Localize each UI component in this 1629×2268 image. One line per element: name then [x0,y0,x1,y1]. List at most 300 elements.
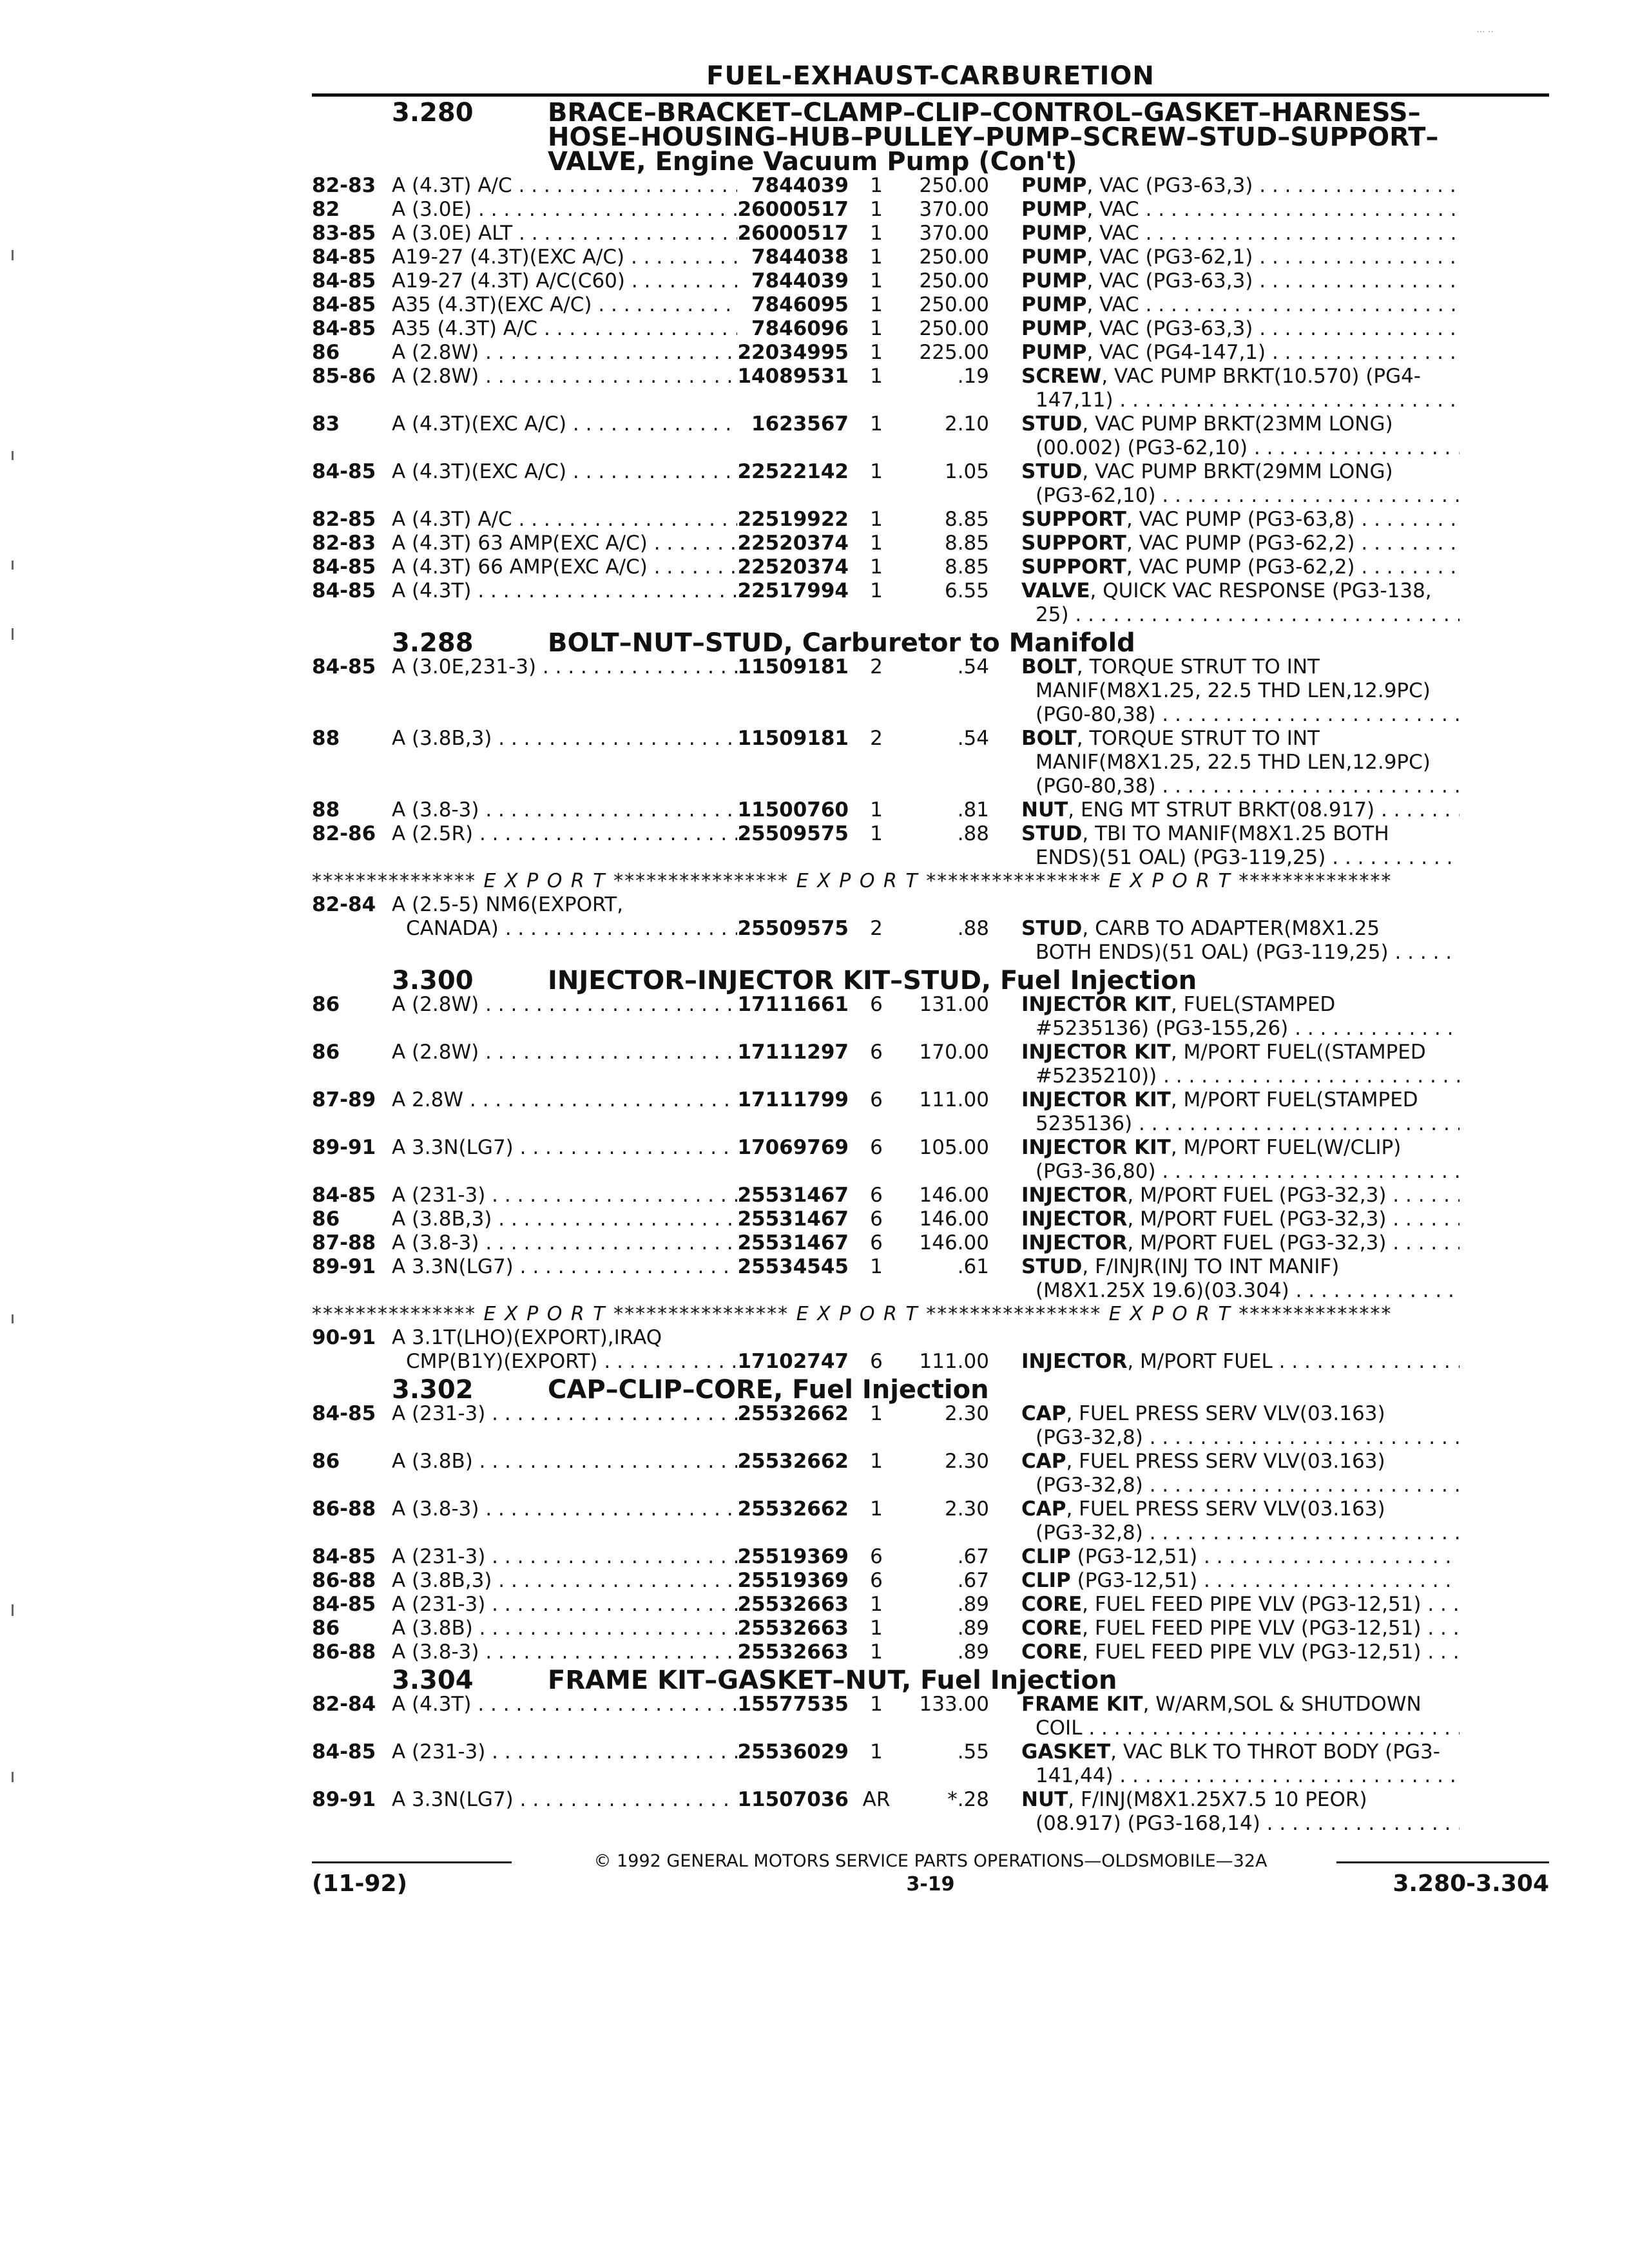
part-number: 26000517 [737,198,849,221]
quantity: 1 [870,222,883,245]
application-line: A (3.8-3) . . . [392,1231,737,1255]
table-row [312,412,1549,460]
description-cell [989,1350,1460,1374]
section-number: 3.302 [392,1375,474,1405]
application-cell [392,222,737,245]
export-divider: *************** E X P O R T **************** E X P O R T **************** E X P O R T ************** [312,871,1393,892]
quantity: 1 [870,341,883,364]
part-number: 25509575 [737,822,849,845]
description-cell [989,1041,1460,1088]
part-number: 26000517 [737,222,849,245]
description-cell [989,1788,1460,1836]
scan-mark [12,1314,14,1323]
description-line: NUT, ENG MT STRUT BRKT(08.917) . . . [1021,798,1460,822]
section-title-line: CAP–CLIP–CORE, Fuel Injection [548,1375,989,1405]
price: .88 [957,917,989,940]
description-cell [989,917,1460,965]
section-title-line: HOSE–HOUSING–HUB–PULLEY–PUMP–SCREW–STUD–SUPPORT– [548,122,1439,152]
part-number: 22520374 [737,555,849,579]
model-years: 82 [312,198,340,221]
footer-copyright [312,1851,1549,1871]
part-number: 25519369 [737,1545,849,1568]
price: .54 [957,727,989,750]
description-cell [989,993,1460,1041]
quantity: 6 [870,1207,883,1231]
numbers-cell [737,1231,1460,1255]
price: 2.10 [944,412,989,436]
part-number: 25532662 [737,1497,849,1521]
table-row [312,365,1549,412]
model-years: 84-85 [312,1740,376,1763]
quantity: 2 [870,655,883,678]
application-line: A (3.8-3) . . . [392,798,737,822]
description-line: STUD, F/INJR(INJ TO INT MANIF) [1021,1255,1340,1278]
application-cell [392,1402,737,1426]
quantity: 6 [870,1088,883,1111]
numbers-cell [737,1617,1460,1640]
part-number: 7846095 [751,293,849,316]
description-line: #5235210)) . . . [1021,1064,1460,1088]
description-line: STUD, CARB TO ADAPTER(M8X1.25 [1021,917,1380,940]
table-row [312,532,1549,555]
part-number: 17111297 [737,1041,849,1064]
table-row [312,1041,1549,1088]
numbers-cell [737,1255,1460,1303]
description-cell [989,1617,1460,1640]
model-years: 89-91 [312,1788,376,1811]
numbers-cell [737,655,1460,727]
model-years: 84-85 [312,245,376,269]
section-number: 3.304 [392,1666,474,1695]
price: .55 [957,1740,989,1763]
description-line: VALVE, QUICK VAC RESPONSE (PG3-138, [1021,579,1432,602]
table-row [312,993,1549,1041]
application-line: A (3.8B) . . . [392,1450,737,1474]
description-cell [989,555,1460,579]
price: 146.00 [919,1184,989,1207]
application-line: A (231-3) . . . [392,1184,737,1207]
numbers-cell [737,508,1460,532]
price: .61 [957,1255,989,1278]
description-cell [989,198,1460,222]
price: 111.00 [919,1350,989,1373]
numbers-cell [737,532,1460,555]
description-line: SUPPORT, VAC PUMP (PG3-62,2) . . . [1021,532,1460,555]
application-line: A (2.8W) . . . [392,1041,737,1064]
description-cell [989,822,1460,870]
price: .89 [957,1593,989,1616]
application-line: A (231-3) . . . [392,1740,737,1764]
section-number: 3.288 [392,628,474,658]
application-cell [392,341,737,365]
scan-mark [12,628,14,640]
table-row [312,293,1549,317]
application-cell [392,1041,737,1064]
price: 370.00 [919,198,989,221]
description-line: SUPPORT, VAC PUMP (PG3-62,2) . . . [1021,555,1460,579]
application-cell [392,532,737,555]
model-years: 84-85 [312,655,376,678]
application-cell [392,1326,737,1374]
application-cell [392,1569,737,1593]
page-footer [312,1851,1549,1909]
model-years: 82-83 [312,532,376,555]
application-cell [392,727,737,751]
application-cell [392,1497,737,1521]
description-line: FRAME KIT, W/ARM,SOL & SHUTDOWN [1021,1693,1422,1716]
section-title-line: BRACE–BRACKET–CLAMP–CLIP–CONTROL–GASKET–HARNESS– [548,98,1421,128]
description-line: CLIP (PG3-12,51) . . . [1021,1569,1460,1593]
numbers-cell [737,1693,1460,1740]
section-title-line: BOLT–NUT–STUD, Carburetor to Manifold [548,628,1135,658]
table-row [312,508,1549,532]
quantity: 1 [870,579,883,602]
application-cell [392,1136,737,1160]
price: 2.30 [944,1450,989,1473]
description-line: PUMP, VAC (PG3-62,1) . . . [1021,245,1460,269]
description-line: INJECTOR, M/PORT FUEL (PG3-32,3) . . . [1021,1207,1460,1231]
part-number: 17102747 [737,1350,849,1373]
description-cell [989,798,1460,822]
model-years: 82-85 [312,508,376,531]
table-row [312,655,1549,727]
price: 370.00 [919,222,989,245]
model-years: 84-85 [312,1545,376,1568]
section-title-line: FRAME KIT–GASKET–NUT, Fuel Injection [548,1666,1117,1695]
description-cell [989,269,1460,293]
part-number: 7844038 [751,245,849,269]
price: 6.55 [944,579,989,602]
quantity: 2 [870,917,883,940]
application-line: A (3.8-3) . . . [392,1640,737,1664]
numbers-cell [737,798,1460,822]
application-line: A19-27 (4.3T)(EXC A/C) . . . [392,245,737,269]
part-number: 15577535 [737,1693,849,1716]
quantity: 6 [870,1231,883,1254]
scan-mark [12,1604,14,1616]
quantity: 1 [870,1693,883,1716]
description-cell [989,1088,1460,1136]
part-number: 1623567 [751,412,849,436]
price: 105.00 [919,1136,989,1159]
description-line: #5235136) (PG3-155,26) . . . [1021,1017,1460,1041]
application-line: A (4.3T)(EXC A/C) . . . [392,412,737,436]
price: 8.85 [944,532,989,555]
application-cell [392,1255,737,1279]
description-line: INJECTOR KIT, FUEL(STAMPED [1021,993,1336,1016]
numbers-cell [737,365,1460,412]
table-row [312,1450,1549,1497]
table-row [312,1255,1549,1303]
application-line: A (3.8-3) . . . [392,1497,737,1521]
description-line: CAP, FUEL PRESS SERV VLV(03.163) [1021,1497,1385,1521]
model-years: 86 [312,1207,340,1231]
description-cell [989,1569,1460,1593]
part-number: 25509575 [737,917,849,940]
application-line: A (4.3T) A/C . . . [392,174,737,198]
description-line: STUD, VAC PUMP BRKT(29MM LONG) [1021,460,1393,483]
catalog-page [312,61,1549,1909]
numbers-cell [737,222,1460,245]
table-row [312,245,1549,269]
application-line: A (4.3T) 63 AMP(EXC A/C) . . . [392,532,737,555]
application-cell [392,579,737,603]
table-row [312,1497,1549,1545]
price: 8.85 [944,555,989,579]
description-cell [989,1545,1460,1569]
application-cell [392,893,737,941]
description-cell [989,1593,1460,1617]
quantity: 6 [870,1041,883,1064]
description-line: INJECTOR KIT, M/PORT FUEL(STAMPED [1021,1088,1418,1111]
quantity: 1 [870,1497,883,1521]
export-divider: *************** E X P O R T **************** E X P O R T **************** E X P O R T ************** [312,1304,1393,1325]
application-cell [392,822,737,846]
application-line: A35 (4.3T) A/C . . . [392,317,737,341]
description-line: STUD, TBI TO MANIF(M8X1.25 BOTH [1021,822,1389,845]
part-number: 7844039 [751,174,849,197]
price: 111.00 [919,1088,989,1111]
parts-table [312,1402,1549,1664]
numbers-cell [737,1569,1460,1593]
price: .67 [957,1545,989,1568]
description-line: NUT, F/INJ(M8X1.25X7.5 10 PEOR) [1021,1788,1367,1811]
description-cell [989,174,1460,198]
application-cell [392,1450,737,1474]
model-years: 85-86 [312,365,376,388]
numbers-cell [737,174,1460,198]
section-title-line: VALVE, Engine Vacuum Pump (Con't) [548,147,1077,177]
table-row [312,1545,1549,1569]
description-line: SCREW, VAC PUMP BRKT(10.570) (PG4- [1021,365,1421,388]
application-line: A (4.3T) . . . [392,1693,737,1716]
table-row [312,1693,1549,1740]
description-cell [989,1231,1460,1255]
part-number: 25519369 [737,1569,849,1592]
application-line: A 3.3N(LG7) . . . [392,1136,737,1160]
sections-container [312,98,1549,1836]
model-years: 84-85 [312,317,376,340]
price: .89 [957,1617,989,1640]
part-number: 25532662 [737,1450,849,1473]
numbers-cell [737,993,1460,1041]
application-line: A (2.8W) . . . [392,365,737,389]
table-row [312,798,1549,822]
part-number: 11509181 [737,727,849,750]
description-line: GASKET, VAC BLK TO THROT BODY (PG3- [1021,1740,1440,1763]
part-number: 22517994 [737,579,849,602]
numbers-cell [737,1740,1460,1788]
quantity: 1 [870,1593,883,1616]
quantity: 1 [870,822,883,845]
numbers-cell [737,269,1460,293]
quantity: 6 [870,993,883,1016]
table-row [312,1326,1549,1374]
price: 133.00 [919,1693,989,1716]
price: 146.00 [919,1207,989,1231]
quantity: 1 [870,198,883,221]
application-cell [392,508,737,532]
application-cell [392,1740,737,1764]
table-row [312,1788,1549,1836]
application-line: A35 (4.3T)(EXC A/C) . . . [392,293,737,317]
description-line: PUMP, VAC (PG3-63,3) . . . [1021,317,1460,341]
part-number: 25532663 [737,1593,849,1616]
table-row [312,222,1549,245]
quantity: 1 [870,317,883,340]
model-years: 82-84 [312,893,376,916]
application-cell [392,1545,737,1569]
price: 250.00 [919,174,989,197]
numbers-cell [737,917,1460,965]
application-cell [392,460,737,484]
section-number: 3.300 [392,966,474,995]
description-cell [989,1136,1460,1184]
numbers-cell [737,1136,1460,1184]
section-header [312,968,1549,993]
parts-table [312,993,1549,1374]
copyright-text: © 1992 GENERAL MOTORS SERVICE PARTS OPERATIONS—OLDSMOBILE—32A [585,1851,1277,1871]
price: .81 [957,798,989,822]
quantity: 1 [870,365,883,388]
quantity: 1 [870,412,883,436]
application-line: CMP(B1Y)(EXPORT) . . . [392,1350,737,1374]
quantity: 1 [870,245,883,269]
quantity: 1 [870,1450,883,1473]
description-cell [989,1402,1460,1450]
numbers-cell [737,460,1460,508]
table-row [312,555,1549,579]
price: 8.85 [944,508,989,531]
price: 250.00 [919,317,989,340]
table-row [312,1569,1549,1593]
table-row [312,460,1549,508]
description-line: CORE, FUEL FEED PIPE VLV (PG3-12,51) . . . [1021,1640,1460,1664]
application-cell [392,1231,737,1255]
model-years: 84-85 [312,293,376,316]
scan-mark [12,1772,14,1782]
quantity: 1 [870,293,883,316]
price: .67 [957,1569,989,1592]
application-line: A (231-3) . . . [392,1402,737,1426]
quantity: 6 [870,1184,883,1207]
application-cell [392,1640,737,1664]
description-line: INJECTOR KIT, M/PORT FUEL((STAMPED [1021,1041,1426,1064]
scan-mark [12,250,14,260]
numbers-cell [737,1088,1460,1136]
quantity: 1 [870,508,883,531]
description-line: (PG3-62,10) . . . [1021,484,1460,508]
quantity: 1 [870,269,883,293]
model-years: 86 [312,993,340,1016]
description-cell [989,1497,1460,1545]
description-line: (PG0-80,38) . . . [1021,703,1460,727]
application-cell [392,245,737,269]
model-years: 83 [312,412,340,436]
model-years: 84-85 [312,1402,376,1425]
table-row [312,1207,1549,1231]
description-line: PUMP, VAC . . . [1021,198,1460,222]
model-years: 84-85 [312,1593,376,1616]
application-line: A (4.3T) 66 AMP(EXC A/C) . . . [392,555,737,579]
numbers-cell [737,822,1460,870]
quantity: 1 [870,1617,883,1640]
table-row [312,1231,1549,1255]
application-cell [392,1788,737,1812]
description-cell [989,222,1460,245]
description-cell [989,1740,1460,1788]
description-line: INJECTOR, M/PORT FUEL . . . [1021,1350,1460,1374]
part-number: 7846096 [751,317,849,340]
numbers-cell [737,317,1460,341]
application-line: A (3.8B,3) . . . [392,727,737,751]
part-number: 25531467 [737,1184,849,1207]
section-header [312,98,1549,177]
model-years: 84-85 [312,460,376,483]
quantity: AR [862,1788,891,1811]
price: 2.30 [944,1497,989,1521]
application-line: A (2.5R) . . . [392,822,737,846]
quantity: 1 [870,1740,883,1763]
application-cell [392,655,737,679]
section-title-line: INJECTOR–INJECTOR KIT–STUD, Fuel Injection [548,966,1197,995]
description-line: PUMP, VAC (PG3-63,3) . . . [1021,174,1460,198]
part-number: 25532663 [737,1640,849,1664]
numbers-cell [737,1640,1460,1664]
description-cell [989,412,1460,460]
numbers-cell [737,245,1460,269]
description-line: (PG3-32,8) . . . [1021,1474,1460,1497]
footer-page-number: 3-19 [906,1873,955,1896]
part-number: 25532662 [737,1402,849,1425]
description-line: BOTH ENDS)(51 OAL) (PG3-119,25) . . . [1021,941,1460,965]
price: 2.30 [944,1402,989,1425]
description-line: (PG0-80,38) . . . [1021,774,1460,798]
description-cell [989,245,1460,269]
part-number: 22519922 [737,508,849,531]
application-cell [392,1693,737,1716]
description-line: (PG3-32,8) . . . [1021,1426,1460,1450]
description-cell [989,727,1460,798]
numbers-cell [737,1450,1460,1497]
numbers-cell [737,1788,1460,1836]
numbers-cell [737,727,1460,798]
description-line: CAP, FUEL PRESS SERV VLV(03.163) [1021,1402,1385,1425]
description-line: INJECTOR, M/PORT FUEL (PG3-32,3) . . . [1021,1231,1460,1255]
model-years: 84-85 [312,1184,376,1207]
application-cell [392,174,737,198]
model-years: 87-89 [312,1088,376,1111]
application-cell [392,412,737,436]
description-cell [989,579,1460,627]
table-row [312,341,1549,365]
model-years: 84-85 [312,579,376,602]
description-cell [989,532,1460,555]
model-years: 82-84 [312,1693,376,1716]
table-row [312,269,1549,293]
description-line: 141,44) . . . [1021,1764,1460,1788]
application-cell [392,1088,737,1112]
model-years: 88 [312,798,340,822]
part-number: 7844039 [751,269,849,293]
page-header-title: FUEL-EXHAUST-CARBURETION [706,61,1155,91]
table-row [312,822,1549,870]
application-line: A (2.8W) . . . [392,341,737,365]
section-header [312,1375,1549,1405]
application-cell [392,1617,737,1640]
part-number: 11507036 [737,1788,849,1811]
price: 170.00 [919,1041,989,1064]
